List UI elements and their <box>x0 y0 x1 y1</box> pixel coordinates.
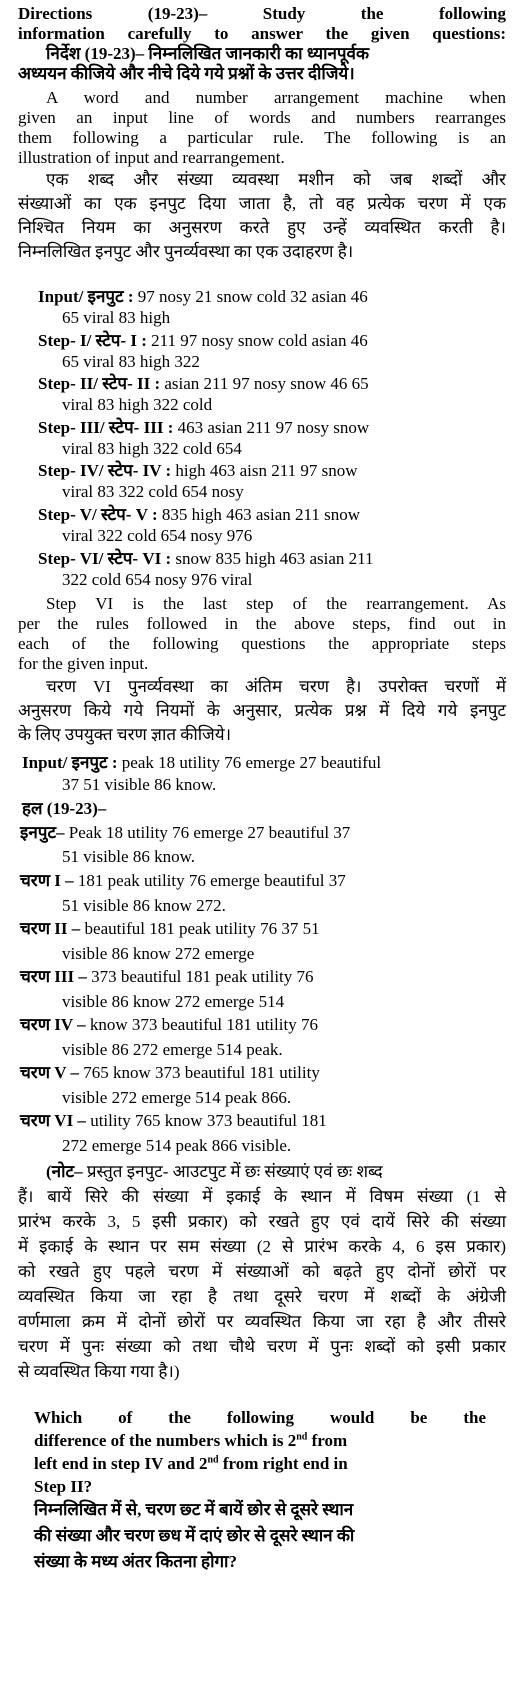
note-line-1 <box>46 1162 383 1182</box>
example-label: Input/ इनपुट : <box>38 287 134 306</box>
solution-step-5-line-2: visible 272 emerge 514 peak 866. <box>62 1088 292 1107</box>
last-step-en-3: each of the following questions the appropriate steps <box>18 634 506 653</box>
solution-label: चरण III – <box>20 967 87 986</box>
solution-step-2-line-1 <box>20 919 320 939</box>
example-step-5-line-2: viral 322 cold 654 nosy 976 <box>62 526 253 545</box>
intro-hi-2: संख्याओं का एक इनपुट दिया जाता है, तो वह प्रत्येक चरण में एक <box>18 194 506 213</box>
solution-label: इनपुट– <box>20 823 65 842</box>
solution-text: utility 765 know 373 beautiful 181 <box>85 1111 327 1130</box>
example-step-2-line-1 <box>38 374 369 394</box>
note-line-3: प्रारंभ करके 3, 5 इसी प्रकार) को रखते हुए एवं दायें सिरे की संख्या <box>18 1212 506 1231</box>
given-input-label: Input/ इनपुट : <box>22 753 118 772</box>
intro-en-3: them following a particular rule. The following is an <box>18 128 506 147</box>
question-text: difference of the numbers which is 2 <box>34 1431 297 1450</box>
question-line-2 <box>34 1431 347 1451</box>
given-input-line-1 <box>22 753 381 773</box>
last-step-en-1: Step VI is the last step of the rearrangement. As <box>46 594 506 613</box>
note-label: (नोट– <box>46 1162 83 1181</box>
directions-hindi-2: अध्ययन कीजिये और नीचे दिये गये प्रश्नों के उत्तर दीजिये। <box>18 64 355 83</box>
example-text: 463 asian 211 97 nosy snow <box>173 418 370 437</box>
question-line-3 <box>34 1454 348 1474</box>
last-step-en-4: for the given input. <box>18 654 149 673</box>
solution-step-4-line-2: visible 86 272 emerge 514 peak. <box>62 1040 283 1059</box>
note-line-5: को रखते हुए पहले चरण में संख्याओं को बढ़ते हुए दोनों छोरों पर <box>18 1262 506 1281</box>
solution-step-5-line-1 <box>20 1063 320 1083</box>
given-input-line-2: 37 51 visible 86 know. <box>62 775 217 794</box>
solution-step-6-line-2: 272 emerge 514 peak 866 visible. <box>62 1136 292 1155</box>
note-line-8: चरण में पुनः संख्या को तथा चौथे चरण में पुनः शब्दों को इसी प्रकार <box>18 1337 506 1356</box>
question-hindi-1: निम्नलिखित में से, चरण छ्ट में बायें छोर से दूसरे स्थान <box>34 1500 354 1519</box>
solution-step-4-line-1 <box>20 1015 318 1035</box>
example-text: snow 835 high 463 asian 211 <box>171 549 374 568</box>
example-text: 97 nosy 21 snow cold 32 asian 46 <box>133 287 368 306</box>
question-hindi-3: संख्या के मध्य अंतर कितना होगा? <box>34 1552 237 1571</box>
solution-label: चरण I – <box>20 871 74 890</box>
example-label: Step- V/ स्टेप- V : <box>38 505 158 524</box>
example-step-6-line-2: 322 cold 654 nosy 976 viral <box>62 570 253 589</box>
example-step-4-line-1 <box>38 461 358 481</box>
directions-hindi-1: निर्देश (19-23)– निम्नलिखित जानकारी का ध्यानपूर्वक <box>46 44 370 63</box>
given-input-text: peak 18 utility 76 emerge 27 beautiful <box>117 753 382 772</box>
note-text: प्रस्तुत इनपुट- आउटपुट में छः संख्याएं एवं छः शब्द <box>82 1162 383 1181</box>
example-input-line-1 <box>38 287 368 307</box>
question-text: from right end in <box>218 1454 348 1473</box>
solution-input-line-1 <box>20 823 350 843</box>
intro-hi-4: निम्नलिखित इनपुट और पुनर्व्यवस्था का एक उदाहरण है। <box>18 242 354 261</box>
intro-hi-1: एक शब्द और संख्या व्यवस्था मशीन को जब शब्दों और <box>46 170 506 189</box>
solution-heading: हल (19-23)– <box>22 799 107 818</box>
note-line-7: वर्णमाला क्रम में दोनों छोरों पर व्यवस्थित किया जा रहा है और तीसरे <box>18 1312 506 1331</box>
question-text: from <box>307 1431 348 1450</box>
example-label: Step- II/ स्टेप- II : <box>38 374 161 393</box>
example-step-4-line-2: viral 83 322 cold 654 nosy <box>62 482 244 501</box>
solution-step-2-line-2: visible 86 know 272 emerge <box>62 944 255 963</box>
solution-label: चरण IV – <box>20 1015 86 1034</box>
ordinal-suffix: nd <box>207 1454 219 1466</box>
example-label: Step- I/ स्टेप- I : <box>38 331 147 350</box>
last-step-hi-1: चरण VI पुनर्व्यवस्था का अंतिम चरण है। उपरोक्त चरणों में <box>46 677 506 696</box>
solution-text: 373 beautiful 181 peak utility 76 <box>86 967 314 986</box>
solution-step-1-line-2: 51 visible 86 know 272. <box>62 896 226 915</box>
example-input-line-2: 65 viral 83 high <box>62 308 171 327</box>
solution-label: चरण V – <box>20 1063 80 1082</box>
example-step-3-line-1 <box>38 418 369 438</box>
note-line-6: व्यवस्थित किया जा रहा है तथा दूसरे चरण में शब्दों के अंग्रेजी <box>18 1287 506 1306</box>
example-step-5-line-1 <box>38 505 360 525</box>
example-label: Step- IV/ स्टेप- IV : <box>38 461 172 480</box>
question-text: left end in step IV and 2 <box>34 1454 208 1473</box>
directions-line-1: Directions (19-23)– Study the following <box>18 4 506 23</box>
last-step-hi-3: के लिए उपयुक्त चरण ज्ञात कीजिये। <box>18 725 232 744</box>
note-line-4: में इकाई के स्थान पर सम संख्या (2 से प्रारंभ करके 4, 6 इस प्रकार) <box>18 1237 506 1256</box>
solution-step-1-line-1 <box>20 871 346 891</box>
question-hindi-2: की संख्या और चरण छ्ध में दाएं छोर से दूसरे स्थान की <box>34 1526 355 1545</box>
directions-line-2: information carefully to answer the given questions: <box>18 24 506 43</box>
example-step-1-line-1 <box>38 331 368 351</box>
example-label: Step- VI/ स्टेप- VI : <box>38 549 172 568</box>
last-step-hi-2: अनुसरण किये गये नियमों के अनुसार, प्रत्येक प्रश्न में दिये गये इनपुट <box>18 701 506 720</box>
solution-input-line-2: 51 visible 86 know. <box>62 847 196 866</box>
question-line-1: Which of the following would be the <box>34 1408 486 1427</box>
question-line-4: Step II? <box>34 1477 93 1496</box>
intro-hi-3: निश्चित नियम का अनुसरण करते हुए उन्हें व्यवस्थित करती है। <box>18 218 506 237</box>
example-step-1-line-2: 65 viral 83 high 322 <box>62 352 200 371</box>
solution-step-3-line-1 <box>20 967 314 987</box>
example-text: 211 97 nosy snow cold asian 46 <box>146 331 368 350</box>
solution-step-3-line-2: visible 86 know 272 emerge 514 <box>62 992 285 1011</box>
example-step-3-line-2: viral 83 high 322 cold 654 <box>62 439 242 458</box>
ordinal-suffix: nd <box>296 1431 308 1443</box>
solution-text: know 373 beautiful 181 utility 76 <box>85 1015 318 1034</box>
solution-text: 181 peak utility 76 emerge beautiful 37 <box>73 871 346 890</box>
solution-text: beautiful 181 peak utility 76 37 51 <box>80 919 320 938</box>
solution-text: 765 know 373 beautiful 181 utility <box>79 1063 320 1082</box>
solution-step-6-line-1 <box>20 1111 327 1131</box>
intro-en-1: A word and number arrangement machine when <box>46 88 506 107</box>
example-step-2-line-2: viral 83 high 322 cold <box>62 395 213 414</box>
solution-text: Peak 18 utility 76 emerge 27 beautiful 37 <box>64 823 351 842</box>
last-step-en-2: per the rules followed in the above steps, find out in <box>18 614 506 633</box>
example-step-6-line-1 <box>38 549 374 569</box>
example-text: high 463 aisn 211 97 snow <box>171 461 358 480</box>
example-label: Step- III/ स्टेप- III : <box>38 418 174 437</box>
note-line-2: हैं। बायें सिरे की संख्या में इकाई के स्थान में विषम संख्या (1 से <box>18 1187 506 1206</box>
example-text: asian 211 97 nosy snow 46 65 <box>160 374 369 393</box>
solution-label: चरण II – <box>20 919 81 938</box>
note-line-9: से व्यवस्थित किया गया है।) <box>18 1362 180 1381</box>
solution-label: चरण VI – <box>20 1111 86 1130</box>
intro-en-4: illustration of input and rearrangement. <box>18 148 285 167</box>
intro-en-2: given an input line of words and numbers rearranges <box>18 108 506 127</box>
example-text: 835 high 463 asian 211 snow <box>157 505 361 524</box>
